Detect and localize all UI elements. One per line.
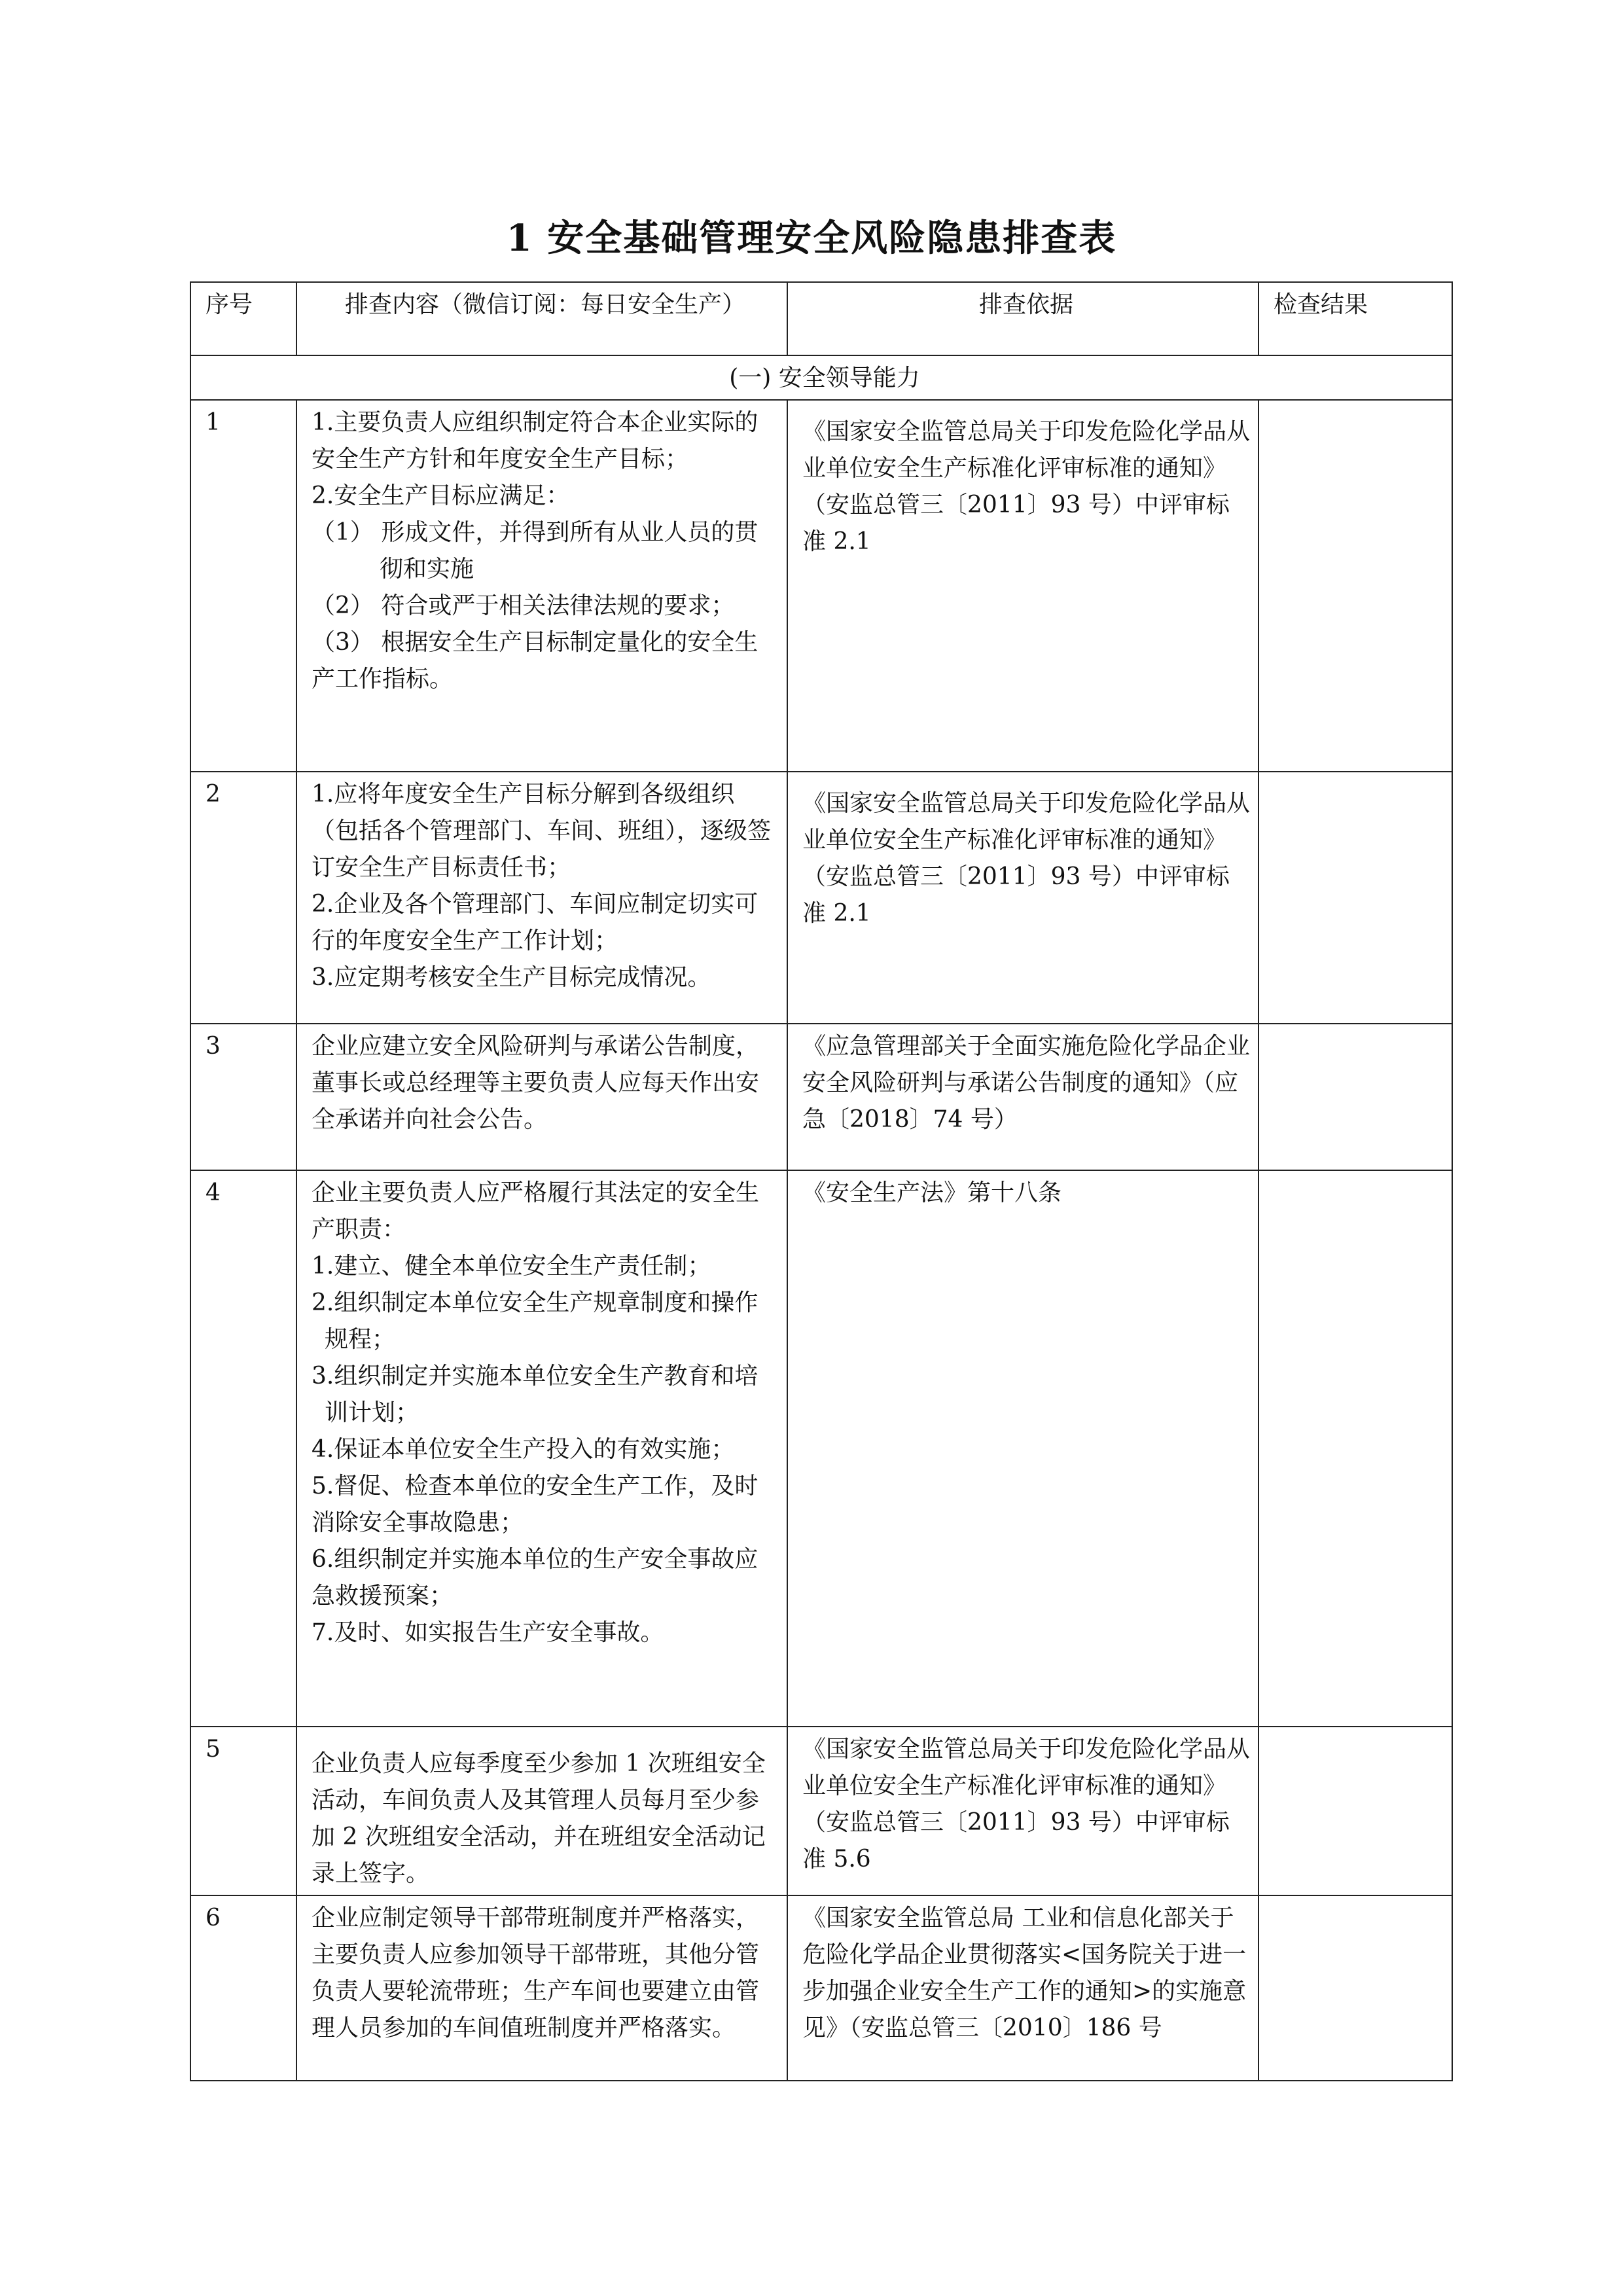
section-row <box>190 355 1452 400</box>
row-number: 5 <box>190 1727 296 1895</box>
table-row <box>190 1024 1452 1170</box>
content-line: 2.组织制定本单位安全生产规章制度和操作规程； <box>312 1289 758 1353</box>
row-content <box>296 1170 787 1727</box>
row-result <box>1258 400 1452 772</box>
row-basis: 《国家安全监管总局关于印发危险化学品从业单位安全生产标准化评审标准的通知》（安监总管三〔2011〕93 号）中评审标准 2.1 <box>787 772 1258 1024</box>
row-content <box>296 400 787 772</box>
row-number: 2 <box>190 772 296 1024</box>
content-line: 2.企业及各个管理部门、车间应制定切实可行的年度安全生产工作计划； <box>312 891 758 954</box>
header-row <box>190 282 1452 355</box>
content-line: （3） 根据安全生产目标制定量化的安全生产工作指标。 <box>312 629 758 692</box>
content-line: 5.督促、检查本单位的安全生产工作，及时消除安全事故隐患； <box>312 1473 758 1536</box>
section-title: (一) 安全领导能力 <box>190 355 1452 400</box>
content-line: 企业负责人应每季度至少参加 1 次班组安全活动，车间负责人及其管理人员每月至少参加 2 次班组安全活动，并在班组安全活动记录上签字。 <box>312 1750 766 1887</box>
row-content <box>296 1024 787 1170</box>
row-result <box>1258 1895 1452 2081</box>
row-content <box>296 1895 787 2081</box>
content-line: 4.保证本单位安全生产投入的有效实施； <box>312 1436 735 1463</box>
content-line: 7.及时、如实报告生产安全事故。 <box>312 1619 664 1646</box>
content-line: 1.主要负责人应组织制定符合本企业实际的安全生产方针和年度安全生产目标； <box>312 409 758 473</box>
row-result <box>1258 772 1452 1024</box>
table-row <box>190 400 1452 772</box>
row-number: 4 <box>190 1170 296 1727</box>
row-basis: 《国家安全监管总局关于印发危险化学品从业单位安全生产标准化评审标准的通知》（安监总管三〔2011〕93 号）中评审标准 5.6 <box>787 1727 1258 1895</box>
content-line: （2） 符合或严于相关法律法规的要求； <box>312 592 735 619</box>
row-basis: 《国家安全监管总局关于印发危险化学品从业单位安全生产标准化评审标准的通知》（安监总管三〔2011〕93 号）中评审标准 2.1 <box>787 400 1258 772</box>
row-number: 6 <box>190 1895 296 2081</box>
row-content <box>296 772 787 1024</box>
content-line: 企业应建立安全风险研判与承诺公告制度，董事长或总经理等主要负责人应每天作出安全承诺并向社会公告。 <box>312 1033 760 1133</box>
content-line: 2.安全生产目标应满足： <box>312 482 570 509</box>
inspection-table <box>190 281 1453 2081</box>
row-number: 1 <box>190 400 296 772</box>
header-no: 序号 <box>190 282 296 355</box>
page-title: 1 安全基础管理安全风险隐患排查表 <box>506 217 1117 260</box>
header-result: 检查结果 <box>1258 282 1452 355</box>
content-line: 6.组织制定并实施本单位的生产安全事故应急救援预案； <box>312 1546 758 1609</box>
row-basis: 《应急管理部关于全面实施危险化学品企业安全风险研判与承诺公告制度的通知》（应急〔2018〕74 号） <box>787 1024 1258 1170</box>
table-row <box>190 1895 1452 2081</box>
row-result <box>1258 1170 1452 1727</box>
row-content <box>296 1727 787 1895</box>
row-basis: 《安全生产法》第十八条 <box>787 1170 1258 1727</box>
row-basis: 《国家安全监管总局 工业和信息化部关于危险化学品企业贯彻落实<国务院关于进一步加强企业安全生产工作的通知>的实施意见》（安监总管三〔2010〕186 号 <box>787 1895 1258 2081</box>
row-result <box>1258 1727 1452 1895</box>
table-row <box>190 772 1452 1024</box>
content-line: 企业主要负责人应严格履行其法定的安全生产职责： <box>312 1179 760 1243</box>
content-line: 3.应定期考核安全生产目标完成情况。 <box>312 964 711 991</box>
content-line: 1.建立、健全本单位安全生产责任制； <box>312 1253 711 1280</box>
header-content: 排查内容（微信订阅：每日安全生产） <box>296 282 787 355</box>
content-line: （1） 形成文件，并得到所有从业人员的贯彻和实施 <box>312 519 758 583</box>
row-result <box>1258 1024 1452 1170</box>
content-line: 1.应将年度安全生产目标分解到各级组织（包括各个管理部门、车间、班组），逐级签订安全生产目标责任书； <box>312 781 772 881</box>
header-basis: 排查依据 <box>787 282 1258 355</box>
table-row <box>190 1727 1452 1895</box>
table-row <box>190 1170 1452 1727</box>
content-line: 企业应制定领导干部带班制度并严格落实，主要负责人应参加领导干部带班，其他分管负责人要轮流带班；生产车间也要建立由管理人员参加的车间值班制度并严格落实。 <box>312 1905 760 2041</box>
row-number: 3 <box>190 1024 296 1170</box>
content-line: 3.组织制定并实施本单位安全生产教育和培训计划； <box>312 1363 758 1426</box>
